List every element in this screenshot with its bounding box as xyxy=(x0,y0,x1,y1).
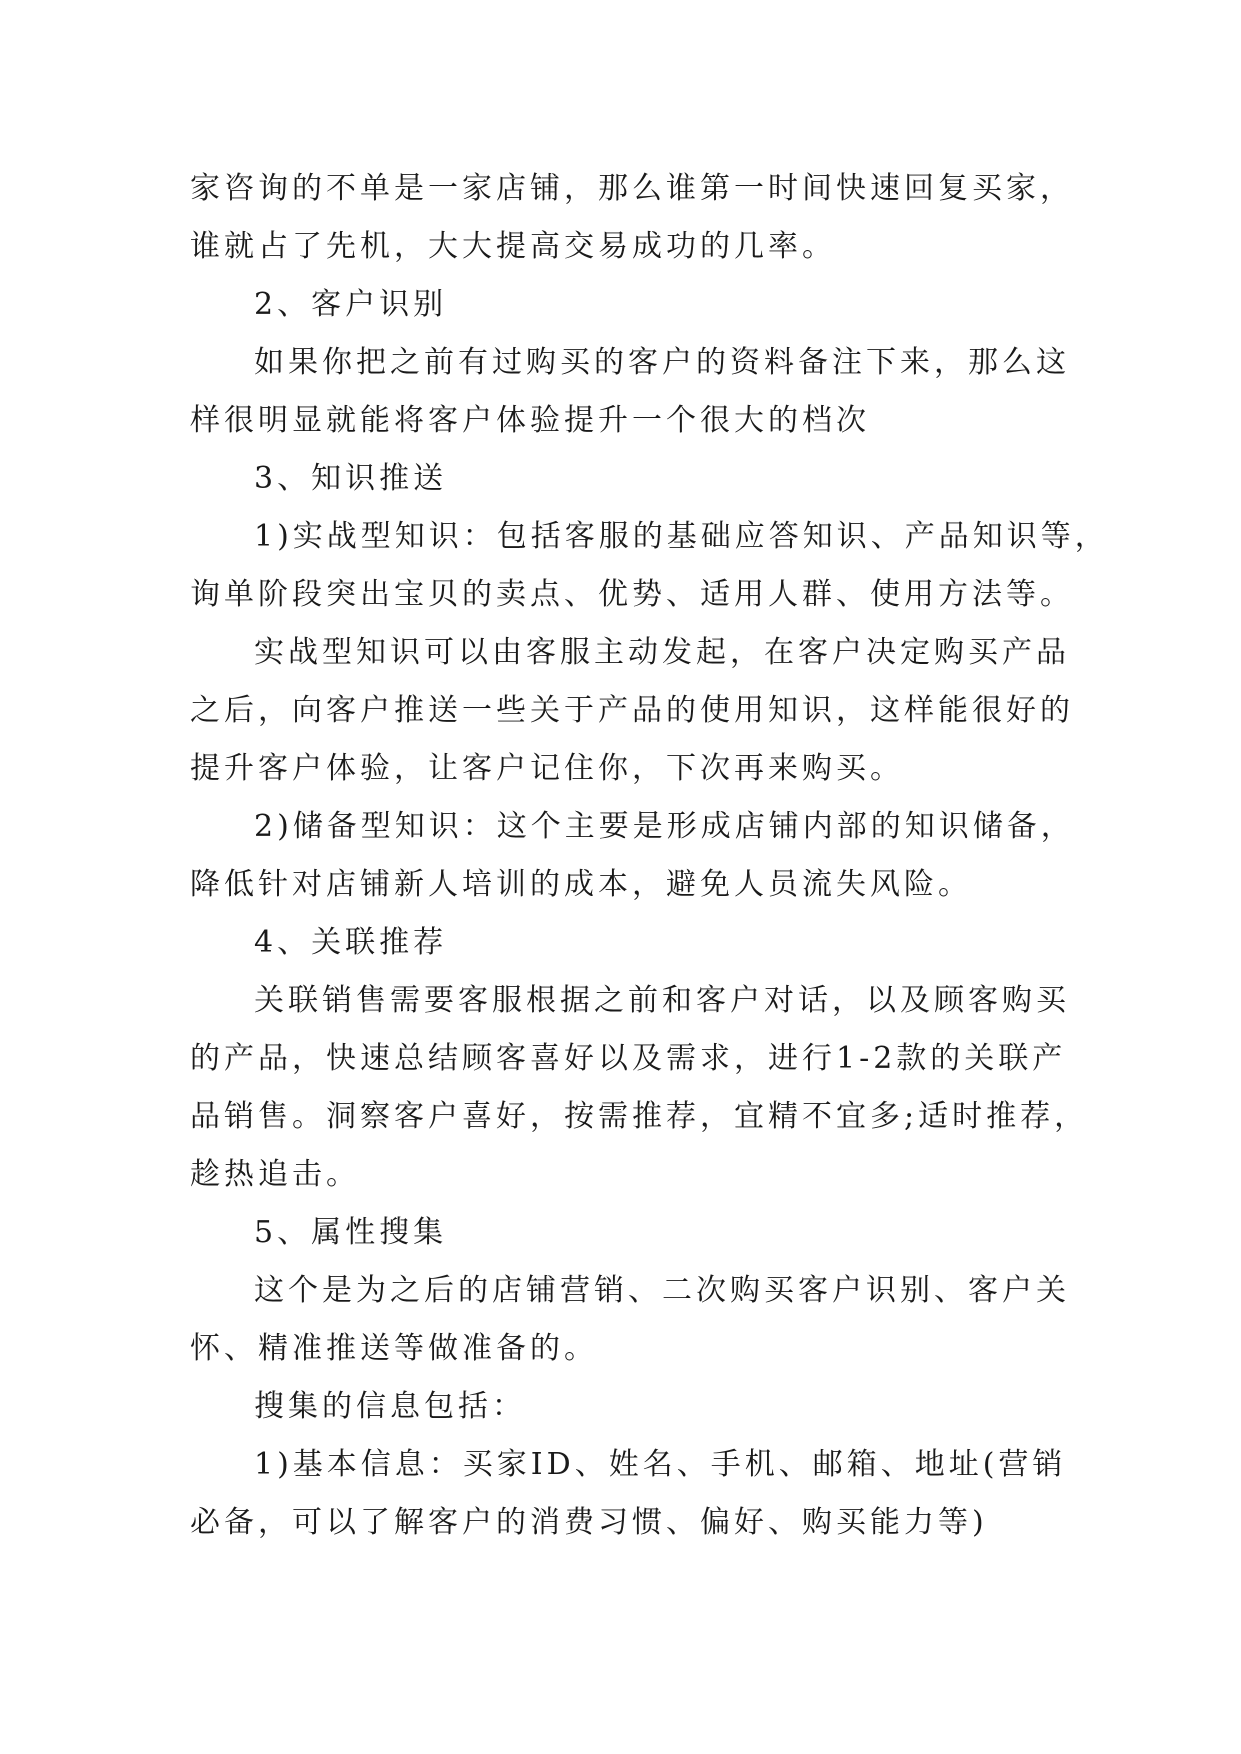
paragraph xyxy=(190,624,1074,798)
text-line: 家咨询的不单是一家店铺，那么谁第一时间快速回复买家， xyxy=(190,171,1074,206)
text-line: 怀、精准推送等做准备的。 xyxy=(190,1331,598,1366)
text-line: 询单阶段突出宝贝的卖点、优势、适用人群、使用方法等。 xyxy=(190,577,1074,612)
text-line: 样很明显就能将客户体验提升一个很大的档次 xyxy=(190,403,870,438)
text-line: 趁热追击。 xyxy=(190,1157,360,1192)
text-line: 品销售。洞察客户喜好，按需推荐，宜精不宜多;适时推荐， xyxy=(190,1099,1089,1134)
paragraph xyxy=(190,914,1070,972)
paragraph xyxy=(190,1378,1070,1436)
paragraph xyxy=(190,1204,1070,1262)
text-line: 之后，向客户推送一些关于产品的使用知识，这样能很好的 xyxy=(190,693,1074,728)
paragraph xyxy=(190,334,1070,450)
text-line: 实战型知识可以由客服主动发起，在客户决定购买产品 xyxy=(254,635,1070,670)
text-line: 这个是为之后的店铺营销、二次购买客户识别、客户关 xyxy=(254,1273,1070,1308)
text-line: 降低针对店铺新人培训的成本，避免人员流失风险。 xyxy=(190,867,972,902)
text-line: 关联销售需要客服根据之前和客户对话，以及顾客购买 xyxy=(254,983,1070,1018)
text-line: 5、属性搜集 xyxy=(254,1215,448,1250)
text-line: 1)实战型知识：包括客服的基础应答知识、产品知识等， xyxy=(254,519,1109,554)
text-line: 的产品，快速总结顾客喜好以及需求，进行1-2款的关联产 xyxy=(190,1041,1067,1076)
paragraph xyxy=(190,798,1075,914)
text-line: 2、客户识别 xyxy=(254,287,448,322)
text-line: 必备，可以了解客户的消费习惯、偏好、购买能力等) xyxy=(190,1505,988,1540)
paragraph xyxy=(190,450,1070,508)
text-line: 2)储备型知识：这个主要是形成店铺内部的知识储备， xyxy=(254,809,1075,844)
text-line: 1)基本信息：买家ID、姓名、手机、邮箱、地址(营销 xyxy=(254,1447,1067,1482)
text-line: 搜集的信息包括： xyxy=(254,1389,526,1424)
document-body xyxy=(190,160,1109,1552)
text-line: 谁就占了先机，大大提高交易成功的几率。 xyxy=(190,229,836,264)
paragraph xyxy=(190,972,1089,1204)
text-line: 3、知识推送 xyxy=(254,461,448,496)
text-line: 如果你把之前有过购买的客户的资料备注下来，那么这 xyxy=(254,345,1070,380)
text-line: 提升客户体验，让客户记住你，下次再来购买。 xyxy=(190,751,904,786)
text-line: 4、关联推荐 xyxy=(254,925,448,960)
paragraph xyxy=(190,160,1074,276)
paragraph xyxy=(190,508,1109,624)
paragraph xyxy=(190,1436,1070,1552)
paragraph xyxy=(190,276,1070,334)
paragraph xyxy=(190,1262,1070,1378)
